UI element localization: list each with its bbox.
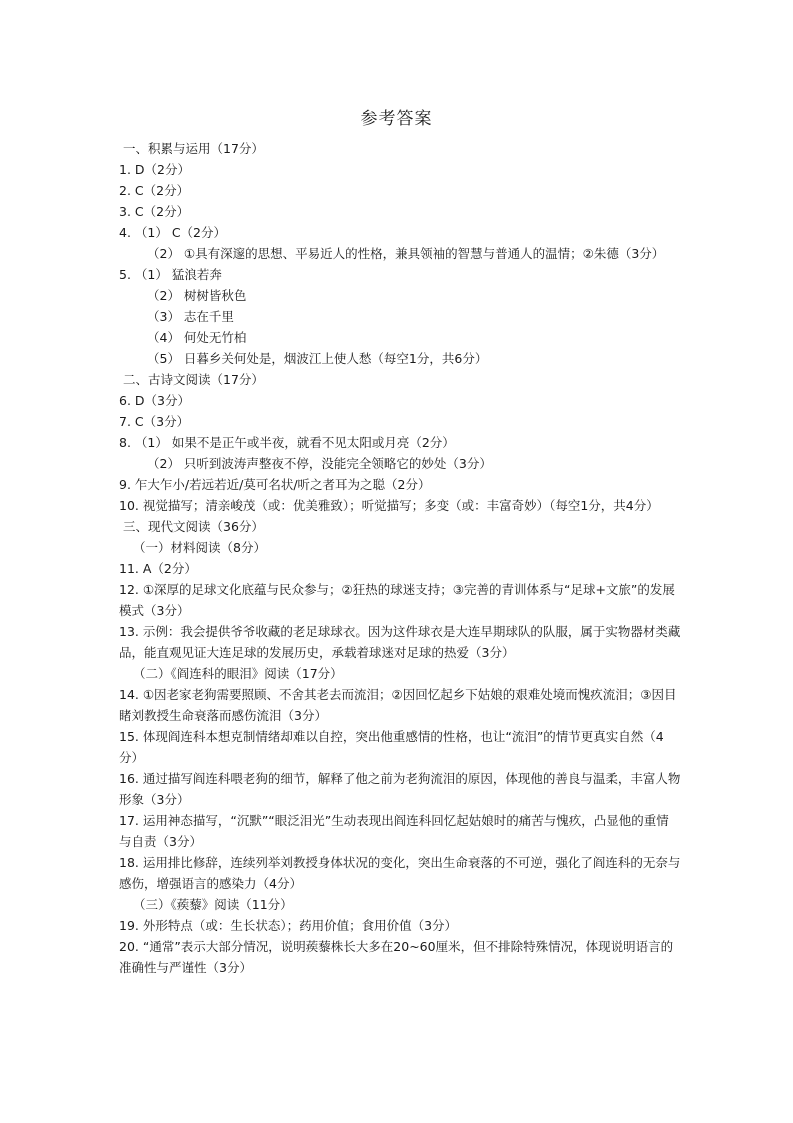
answer-line: 11. A（2分） <box>119 561 197 576</box>
answer-line: 19. 外形特点（或：生长状态）；药用价值；食用价值（3分） <box>119 918 458 933</box>
answer-line: 二、古诗文阅读（17分） <box>123 372 264 387</box>
answer-line: 13. 示例：我会提供爷爷收藏的老足球球衣。因为这件球衣是大连早期球队的队服，属于实物器材类藏品，能直观见证大连足球的发展历史，承载着球迷对足球的热爱（3分） <box>119 624 681 660</box>
answer-line: （三）《蒺藜》阅读（11分） <box>133 897 293 912</box>
answer-line: （2） 树树皆秋色 <box>147 288 247 303</box>
answer-line: 3. C（2分） <box>119 204 190 219</box>
answer-line: （二）《阎连科的眼泪》阅读（17分） <box>133 666 343 681</box>
answer-line: 一、积累与运用（17分） <box>123 141 264 156</box>
answer-line: 9. 乍大乍小/若远若近/莫可名状/听之者耳为之聪（2分） <box>119 477 431 492</box>
answer-line: 6. D（3分） <box>119 393 190 408</box>
answer-line: 10. 视觉描写；清亲峻茂（或：优美雅致）；听觉描写；多变（或：丰富奇妙）（每空1分，共4分） <box>119 498 659 513</box>
answer-line: （2） 只听到波涛声整夜不停，没能完全领略它的妙处（3分） <box>147 456 492 471</box>
answer-line: （4） 何处无竹柏 <box>147 330 247 345</box>
answer-line: 12. ①深厚的足球文化底蕴与民众参与；②狂热的球迷支持；③完善的青训体系与“足球+文旅”的发展模式（3分） <box>119 582 675 618</box>
answer-line: （2） ①具有深邃的思想、平易近人的性格，兼具领袖的智慧与普通人的温情；②朱德（3分） <box>147 246 665 261</box>
answer-line: 15. 体现阎连科本想克制情绪却难以自控，突出他重感情的性格，也让“流泪”的情节更真实自然（4分） <box>119 729 664 765</box>
answer-line: 2. C（2分） <box>119 183 190 198</box>
answer-line: 17. 运用神态描写，“沉默”“眼泛泪光”生动表现出阎连科回忆起姑娘时的痛苦与愧疚，凸显他的重情与自责（3分） <box>119 813 669 849</box>
answer-line: 4. （1） C（2分） <box>119 225 227 240</box>
answer-line: 1. D（2分） <box>119 162 190 177</box>
answer-line: （5） 日暮乡关何处是，烟波江上使人愁（每空1分，共6分） <box>147 351 488 366</box>
page-title: 参考答案 <box>360 109 433 129</box>
answer-line: 20. “通常”表示大部分情况，说明蒺藜株长大多在20~60厘米，但不排除特殊情况，体现说明语言的准确性与严谨性（3分） <box>119 939 674 975</box>
answer-line: 8. （1） 如果不是正午或半夜，就看不见太阳或月亮（2分） <box>119 435 455 450</box>
answer-line: 7. C（3分） <box>119 414 190 429</box>
answer-line: 5. （1） 猛浪若奔 <box>119 267 222 282</box>
answer-line: （一）材料阅读（8分） <box>133 540 266 555</box>
answer-line: 14. ①因老家老狗需要照顾、不舍其老去而流泪；②因回忆起乡下姑娘的艰难处境而愧疚流泪；③因目睹刘教授生命衰落而感伤流泪（3分） <box>119 687 677 723</box>
answer-content <box>119 138 681 978</box>
answer-line: （3） 志在千里 <box>147 309 234 324</box>
answer-line: 三、现代文阅读（36分） <box>123 519 264 534</box>
answer-line: 16. 通过描写阎连科喂老狗的细节，解释了他之前为老狗流泪的原因，体现他的善良与温柔，丰富人物形象（3分） <box>119 771 681 807</box>
answer-line: 18. 运用排比修辞，连续列举刘教授身体状况的变化，突出生命衰落的不可逆，强化了阎连科的无奈与感伤，增强语言的感染力（4分） <box>119 855 681 891</box>
